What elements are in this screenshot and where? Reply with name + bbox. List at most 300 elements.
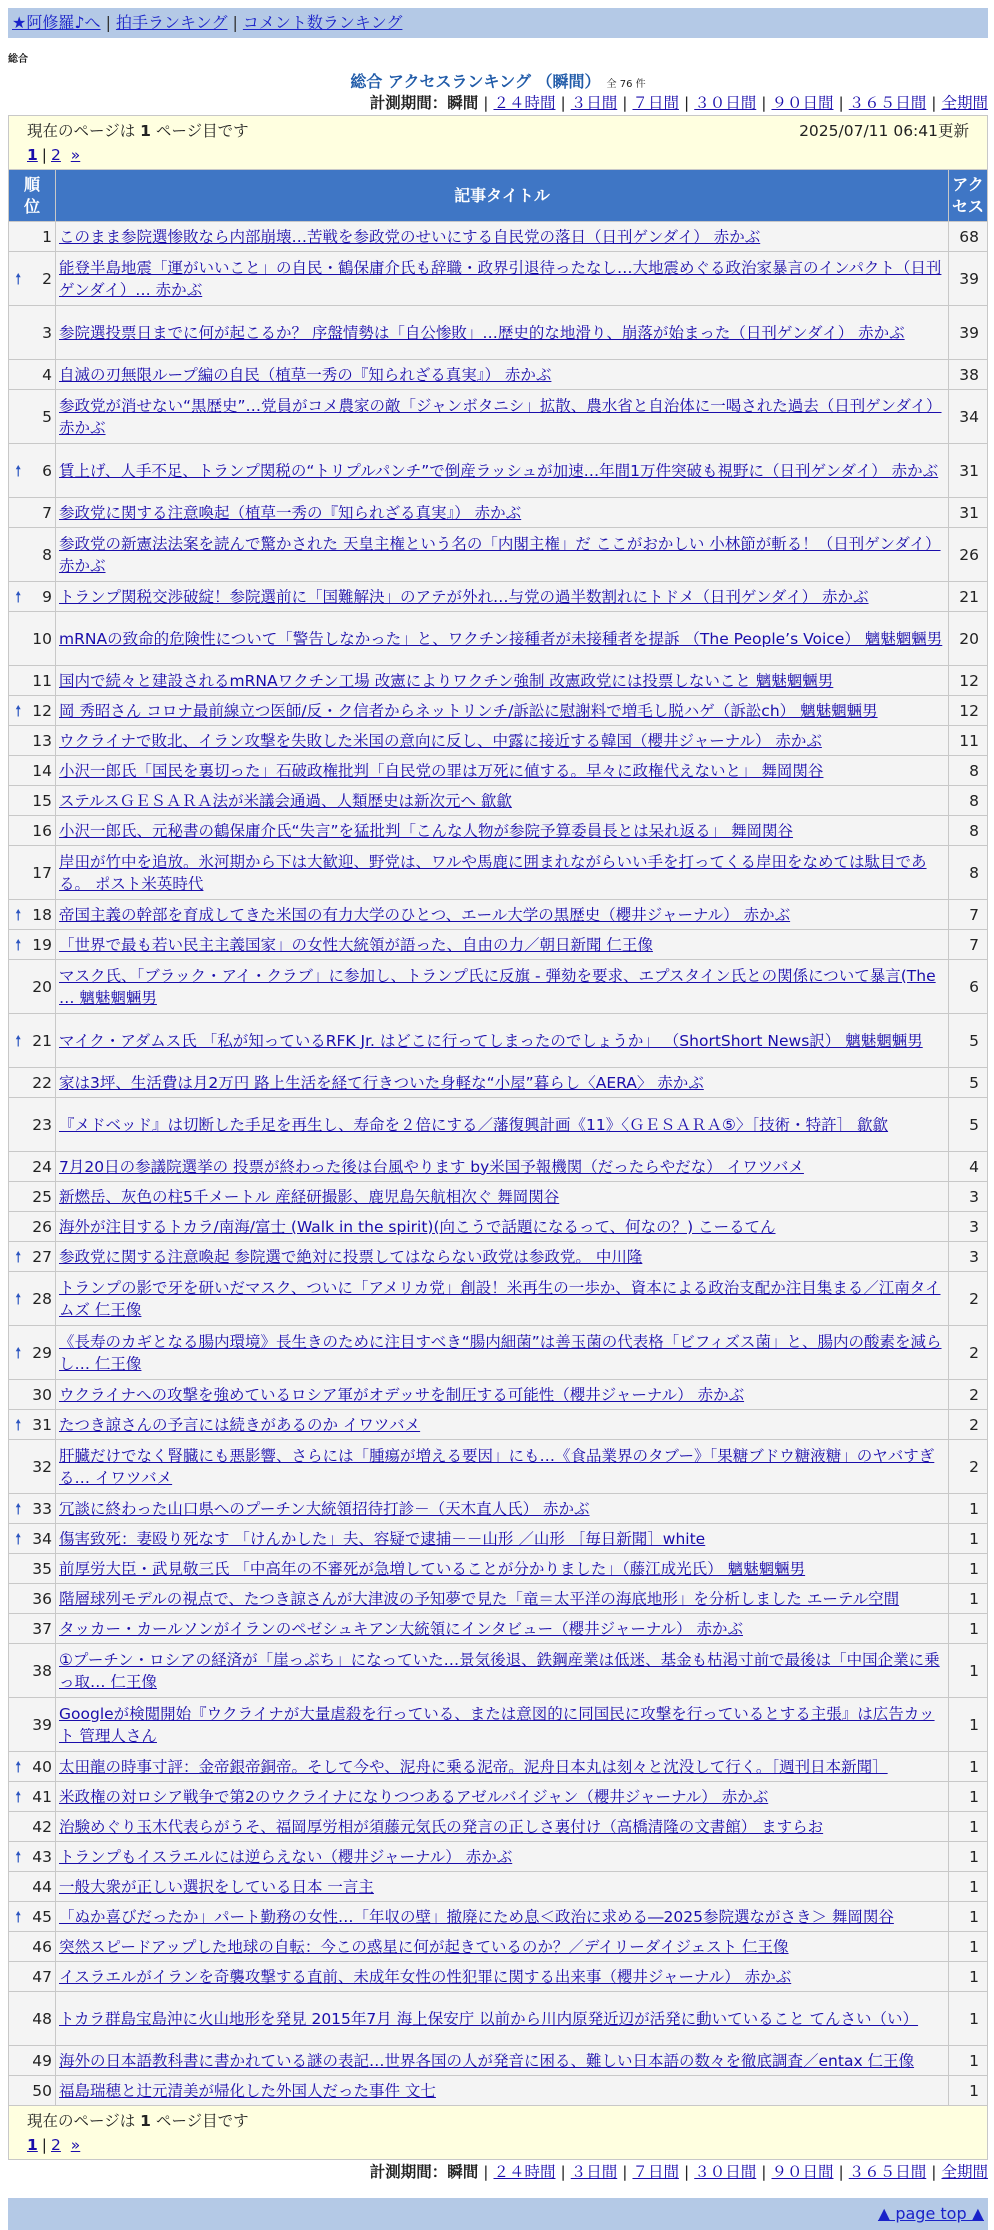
article-title-link[interactable]: 階層球列モデルの視点で、たつき諒さんが大津波の予知夢で見た「竜＝太平洋の海底地形」を分析しました エーテル空間 [59,1589,900,1608]
rank-number: 24 [32,1157,52,1176]
rank-cell [9,1410,56,1440]
rank-number: 6 [42,461,52,480]
rank-up-arrow-icon: 🠕 [15,1289,22,1308]
rank-cell [9,930,56,960]
period-separator: | [622,2163,628,2181]
access-count: 1 [949,1992,988,2046]
table-row [9,696,988,726]
access-count: 4 [949,1152,988,1182]
table-row [9,1380,988,1410]
table-row [9,1782,988,1812]
period-separator: | [838,94,844,112]
page-links: 1 | 2 » [27,146,81,164]
nav-separator: | [105,13,111,32]
article-title-link[interactable]: トカラ群島宝島沖に火山地形を発見 2015年7月 海上保安庁 以前から川内原発近辺が活発に動いていること てんさい（い） [59,2009,919,2028]
period-option-link[interactable]: ３０日間 [694,94,757,112]
article-title-link[interactable]: 7月20日の参議院選挙の 投票が終わった後は台風やります by米国予報機関（だったらやだな） イワツバメ [59,1157,804,1176]
period-label: 計測期間： [369,2163,448,2181]
period-option-link[interactable]: ７日間 [632,2163,679,2181]
rank-number: 45 [32,1907,52,1926]
rank-number: 19 [32,935,52,954]
rank-number: 40 [32,1757,52,1776]
article-title-link[interactable]: 「ぬか喜びだったか」パート勤務の女性…「年収の壁」撤廃にため息＜政治に求める―2025参院選ながさき＞ 舞岡関谷 [59,1907,894,1926]
rank-cell [9,1098,56,1152]
period-option-link[interactable]: ２４時間 [493,94,556,112]
article-title-link[interactable]: このまま参院選惨敗なら内部崩壊…苦戦を参政党のせいにする自民党の落日（日刊ゲンダイ） 赤かぶ [59,227,761,246]
title-cell [56,666,949,696]
period-selector-top [8,91,988,115]
table-row [9,252,988,306]
period-option-link[interactable]: ７日間 [632,94,679,112]
rank-up-arrow-icon: 🠕 [15,269,22,288]
access-count: 39 [949,252,988,306]
next-page-link[interactable]: » [70,146,81,164]
rank-number: 10 [32,629,52,648]
table-row [9,612,988,666]
title-cell [56,1152,949,1182]
access-count: 68 [949,222,988,252]
access-count: 39 [949,306,988,360]
access-count: 26 [949,528,988,582]
title-cell [56,1842,949,1872]
table-row [9,726,988,756]
article-title-link[interactable]: 小沢一郎氏「国民を裏切った」石破政権批判「自民党の罪は万死に値する。早々に政権代えないと」 舞岡関谷 [59,761,824,780]
table-row [9,1494,988,1524]
article-title-link[interactable]: 参政党の新憲法法案を読んで驚かされた 天皇主権という名の「内閣主権」だ ここがおかしい 小林節が斬る！（日刊ゲンダイ） 赤かぶ [59,534,941,575]
article-title-link[interactable]: 岡 秀昭さん コロナ最前線立つ医師/反・ク信者からネットリンチ/訴訟に慰謝料で増毛し脱ハゲ（訴訟ch） 魑魅魍魎男 [59,701,878,720]
updated-timestamp: 2025/07/11 06:41更新 [799,122,969,140]
table-row [9,1992,988,2046]
rank-number: 31 [32,1415,52,1434]
access-count: 1 [949,1524,988,1554]
table-row [9,1098,988,1152]
access-count: 1 [949,1698,988,1752]
rank-cell [9,1932,56,1962]
access-count: 7 [949,930,988,960]
rank-cell [9,1212,56,1242]
page-link-1[interactable]: 1 [27,146,38,164]
title-cell [56,900,949,930]
period-option-link[interactable]: ２４時間 [493,2163,556,2181]
article-title-link[interactable]: 参院選投票日までに何が起こるか？ 序盤情勢は「自公惨敗」…歴史的な地滑り、崩落が始まった（日刊ゲンダイ） 赤かぶ [59,323,905,342]
page-top-link[interactable]: ▲ page top ▲ [877,2204,984,2223]
total-count: 全 76 件 [606,79,646,90]
article-title-link[interactable]: 参政党に関する注意喚起（植草一秀の『知られざる真実』） 赤かぶ [59,503,522,522]
page-link-2[interactable]: 2 [51,2136,61,2154]
access-count: 34 [949,390,988,444]
rank-cell [9,1698,56,1752]
rank-up-arrow-icon: 🠕 [15,701,22,720]
article-title-link[interactable]: たつき諒さんの予言には続きがあるのか イワツバメ [59,1415,421,1434]
article-title-link[interactable]: mRNAの致命的危険性について「警告しなかった」と、ワクチン接種者が未接種者を提訴 （The People’s Voice） 魑魅魍魎男 [59,629,943,648]
rank-cell [9,1782,56,1812]
table-row [9,1152,988,1182]
period-separator: | [483,2163,489,2181]
title-cell [56,1068,949,1098]
access-count: 31 [949,444,988,498]
article-title-link[interactable]: 海外が注目するトカラ/南海/富士 (Walk in the spirit)(向こうで話題になるって、何なの？) こーるてん [59,1217,776,1236]
title-cell [56,846,949,900]
ranking-heading [8,69,988,91]
rank-cell [9,444,56,498]
article-title-link[interactable]: Googleが検閲開始『ウクライナが大量虐殺を行っている、または意図的に同国民に攻撃を行っているとする主張』は広告カット 管理人さん [59,1704,935,1745]
article-title-link[interactable]: 『メドベッド』は切断した手足を再生し、寿命を２倍にする／藩復興計画《11》〈ＧＥＳＡＲＡ⑤〉［技術・特許］ 歙歙 [59,1115,889,1134]
article-title-link[interactable]: 新燃岳、灰色の柱5千メートル 産経研撮影、鹿児島矢航相次ぐ 舞岡関谷 [59,1187,560,1206]
table-row [9,1524,988,1554]
rank-cell [9,2046,56,2076]
period-separator: | [483,94,489,112]
access-count: 1 [949,2076,988,2106]
article-title-link[interactable]: タッカー・カールソンがイランのペゼシュキアン大統領にインタビュー（櫻井ジャーナル） 赤かぶ [59,1619,743,1638]
rank-number: 4 [42,365,52,384]
table-row [9,582,988,612]
nav-link-asyura[interactable]: ★阿修羅♪へ [12,13,101,32]
rank-up-arrow-icon: 🠕 [15,1907,22,1926]
article-title-link[interactable]: 「世界で最も若い民主主義国家」の女性大統領が語った、自由の力／朝日新聞 仁王像 [59,935,653,954]
rank-cell [9,786,56,816]
rank-cell [9,960,56,1014]
access-count: 31 [949,498,988,528]
period-separator: | [560,2163,566,2181]
pager-top [8,115,988,169]
article-title-link[interactable]: 肝臓だけでなく腎臓にも悪影響、さらには「腫瘍が増える要因」にも…《食品業界のタブー》「果糖ブドウ糖液糖」のヤバすぎる… イワツバメ [59,1446,935,1487]
article-title-link[interactable]: 参政党に関する注意喚起 参院選で絶対に投票してはならない政党は参政党。 中川隆 [59,1247,643,1266]
article-title-link[interactable]: 福島瑞穂と辻元清美が帰化した外国人だった事件 文七 [59,2081,436,2100]
title-cell [56,1440,949,1494]
table-row [9,306,988,360]
access-count: 1 [949,1752,988,1782]
access-count: 1 [949,1962,988,1992]
period-current: 瞬間 [447,2163,479,2181]
access-count: 12 [949,696,988,726]
title-cell [56,1782,949,1812]
table-header-row [9,170,988,222]
page-link-1[interactable]: 1 [27,2136,38,2154]
title-cell [56,1014,949,1068]
period-option-link[interactable]: ３６５日間 [848,2163,927,2181]
title-cell [56,1812,949,1842]
access-count: 21 [949,582,988,612]
title-cell [56,756,949,786]
article-title-link[interactable]: 参政党が消せない“黒歴史”…党員がコメ農家の敵「ジャンボタニシ」拡散、農水省と自治体に一喝された過去（日刊ゲンダイ） 赤かぶ [59,396,942,437]
rank-cell [9,1614,56,1644]
table-row [9,1584,988,1614]
period-option-link[interactable]: ３日間 [570,2163,618,2181]
period-current: 瞬間 [447,94,479,112]
access-count: 2 [949,1440,988,1494]
rank-cell [9,1752,56,1782]
article-title-link[interactable]: 海外の日本語教科書に書かれている謎の表記…世界各国の人が発音に困る、難しい日本語の数々を徹底調査／entax 仁王像 [59,2051,915,2070]
access-count: 1 [949,1782,988,1812]
article-title-link[interactable]: 岸田が竹中を追放。氷河期から下は大歓迎、野党は、ワルや馬鹿に囲まれながらいい手を打ってくる岸田をなめては駄目である。 ポスト米英時代 [59,852,927,893]
nav-link-comment-ranking[interactable]: コメント数ランキング [242,13,403,32]
rank-cell [9,582,56,612]
rank-up-arrow-icon: 🠕 [15,1031,22,1050]
article-title-link[interactable]: トランプもイスラエルには逆らえない（櫻井ジャーナル） 赤かぶ [59,1847,513,1866]
rank-number: 36 [32,1589,52,1608]
title-cell [56,498,949,528]
rank-number: 44 [32,1877,52,1896]
rank-cell [9,1812,56,1842]
rank-cell [9,1242,56,1272]
rank-cell [9,1584,56,1614]
period-option-link[interactable]: ９０日間 [771,2163,834,2181]
rank-cell [9,1872,56,1902]
rank-number: 15 [32,791,52,810]
article-title-link[interactable]: ウクライナへの攻撃を強めているロシア軍がオデッサを制圧する可能性（櫻井ジャーナル） 赤かぶ [59,1385,745,1404]
article-title-link[interactable]: ①プーチン・ロシアの経済が「崖っぷち」になっていた…景気後退、鉄鋼産業は低迷、基金も枯渇寸前で最後は「中国企業に乗っ取… 仁王像 [59,1650,940,1691]
rank-cell [9,846,56,900]
article-title-link[interactable]: 冗談に終わった山口県へのプーチン大統領招待打診－（天木直人氏） 赤かぶ [59,1499,590,1518]
period-separator: | [560,94,566,112]
period-option-link[interactable]: ３日間 [570,94,618,112]
article-title-link[interactable]: 一般大衆が正しい選択をしている日本 一言主 [59,1877,374,1896]
article-title-link[interactable]: マイク・アダムス氏 「私が知っているRFK Jr. はどこに行ってしまったのでしょうか」 （ShortShort News訳） 魑魅魍魎男 [59,1031,923,1050]
rank-up-arrow-icon: 🠕 [15,1247,22,1266]
rank-cell [9,1494,56,1524]
rank-cell [9,1326,56,1380]
article-title-link[interactable]: 突然スピードアップした地球の自転：今この惑星に何が起きているのか？／デイリーダイジェスト 仁王像 [59,1937,789,1956]
rank-number: 41 [32,1787,52,1806]
rank-number: 49 [32,2051,52,2070]
table-row [9,1902,988,1932]
rank-number: 28 [32,1289,52,1308]
rank-cell [9,2076,56,2106]
access-count: 3 [949,1182,988,1212]
access-count: 5 [949,1068,988,1098]
title-cell [56,528,949,582]
bottom-bar [8,2198,988,2230]
rank-cell [9,1992,56,2046]
rank-cell [9,528,56,582]
rank-up-arrow-icon: 🠕 [15,935,22,954]
period-option-link[interactable]: 全期間 [941,94,988,112]
table-row [9,1440,988,1494]
rank-number: 12 [32,701,52,720]
title-cell [56,1242,949,1272]
rank-up-arrow-icon: 🠕 [15,1415,22,1434]
rank-number: 1 [42,227,52,246]
table-row [9,1212,988,1242]
rank-number: 2 [42,269,52,288]
article-title-link[interactable]: トランプ関税交渉破綻！参院選前に「国難解決」のアテが外れ…与党の過半数割れにトドメ（日刊ゲンダイ） 赤かぶ [59,587,869,606]
rank-cell [9,1272,56,1326]
table-row [9,498,988,528]
rank-number: 42 [32,1817,52,1836]
access-count: 1 [949,1902,988,1932]
rank-up-arrow-icon: 🠕 [15,905,22,924]
article-title-link[interactable]: マスク氏、「ブラック・アイ・クラブ」に参加し、トランプ氏に反旗 - 弾劾を要求、エプスタイン氏との関係について暴言(The … 魑魅魍魎男 [59,966,936,1007]
article-title-link[interactable]: 《長寿のカギとなる腸内環境》長生きのために注目すべき“腸内細菌”は善玉菌の代表格「ビフィズス菌」と、腸内の酸素を減らし… 仁王像 [59,1332,942,1373]
rank-number: 20 [32,977,52,996]
article-title-link[interactable]: イスラエルがイランを奇襲攻撃する直前、未成年女性の性犯罪に関する出来事（櫻井ジャーナル） 赤かぶ [59,1967,792,1986]
article-title-link[interactable]: 太田龍の時事寸評：金帝銀帝銅帝。そして今や、泥舟に乗る泥帝。泥舟日本丸は刻々と沈没して行く。［週刊日本新聞］ [59,1757,888,1776]
table-row [9,444,988,498]
rank-up-arrow-icon: 🠕 [15,1757,22,1776]
rank-number: 38 [32,1661,52,1680]
period-option-link[interactable]: 全期間 [941,2163,988,2181]
period-option-link[interactable]: ３６５日間 [848,94,927,112]
rank-number: 8 [42,545,52,564]
table-row [9,2046,988,2076]
access-count: 8 [949,846,988,900]
rank-number: 48 [32,2009,52,2028]
article-title-link[interactable]: 治験めぐり玉木代表らがうそ、福岡厚労相が須藤元気氏の発言の正しさ裏付け（高橋清隆の文書館） ますらお [59,1817,824,1836]
rank-cell [9,390,56,444]
title-cell [56,1326,949,1380]
article-title-link[interactable]: 小沢一郎氏、元秘書の鶴保庸介氏“失言”を猛批判「こんな人物が参院予算委員長とは呆れ返る」 舞岡関谷 [59,821,793,840]
rank-up-arrow-icon: 🠕 [15,1847,22,1866]
period-separator: | [684,2163,690,2181]
access-count: 1 [949,2046,988,2076]
rank-number: 43 [32,1847,52,1866]
page-title: 総合 アクセスランキング （瞬間） [350,72,601,91]
rank-number: 46 [32,1937,52,1956]
title-cell [56,816,949,846]
table-row [9,1068,988,1098]
header-title: 記事タイトル [56,170,949,222]
nav-link-applause-ranking[interactable]: 拍手ランキング [115,13,228,32]
period-separator: | [838,2163,844,2181]
access-count: 2 [949,1326,988,1380]
access-count: 7 [949,900,988,930]
title-cell [56,1992,949,2046]
access-count: 8 [949,756,988,786]
page-status: 現在のページは 1 ページ目です [27,122,249,140]
article-title-link[interactable]: 家は3坪、生活費は月2万円 路上生活を経て行きついた身軽な“小屋”暮らし〈AERA〉 赤かぶ [59,1073,704,1092]
ranking-table [8,169,988,2106]
rank-up-arrow-icon: 🠕 [15,1529,22,1548]
access-count: 1 [949,1812,988,1842]
rank-up-arrow-icon: 🠕 [15,1787,22,1806]
next-page-link[interactable]: » [70,2136,81,2154]
title-cell [56,960,949,1014]
rank-number: 11 [32,671,52,690]
rank-number: 29 [32,1343,52,1362]
table-row [9,1410,988,1440]
rank-number: 34 [32,1529,52,1548]
title-cell [56,726,949,756]
period-separator: | [684,94,690,112]
rank-cell [9,612,56,666]
pager-bottom [8,2106,988,2160]
rank-cell [9,1644,56,1698]
article-title-link[interactable]: 能登半島地震「運がいいこと」の自民・鶴保庸介氏も辞職・政界引退待ったなし…大地震めぐる政治家暴言のインパクト（日刊ゲンダイ）… 赤かぶ [59,258,942,299]
rank-number: 47 [32,1967,52,1986]
rank-cell [9,1380,56,1410]
rank-cell [9,900,56,930]
nav-separator: | [232,13,238,32]
article-title-link[interactable]: ウクライナで敗北、イラン攻撃を失敗した米国の意向に反し、中露に接近する韓国（櫻井ジャーナル） 赤かぶ [59,731,822,750]
header-access: アクセス [949,170,988,222]
rank-cell [9,1902,56,1932]
title-cell [56,360,949,390]
access-count: 1 [949,1872,988,1902]
page-status: 現在のページは 1 ページ目です [27,2112,249,2130]
title-cell [56,1752,949,1782]
title-cell [56,1872,949,1902]
table-row [9,1842,988,1872]
access-count: 5 [949,1014,988,1068]
table-row [9,1812,988,1842]
page-links: 1 | 2 » [27,2136,81,2154]
rank-cell [9,498,56,528]
title-cell [56,1380,949,1410]
article-title-link[interactable]: 傷害致死：妻殴り死なす 「けんかした」夫、容疑で逮捕－－山形 ／山形 ［毎日新聞］white [59,1529,706,1548]
table-row [9,1014,988,1068]
article-title-link[interactable]: 帝国主義の幹部を育成してきた米国の有力大学のひとつ、エール大学の黒歴史（櫻井ジャーナル） 赤かぶ [59,905,791,924]
access-count: 3 [949,1242,988,1272]
access-count: 1 [949,1842,988,1872]
title-cell [56,1644,949,1698]
title-cell [56,2076,949,2106]
article-title-link[interactable]: トランプの影で牙を研いだマスク、ついに「アメリカ党」創設！米再生の一歩か、資本による政治支配か注目集まる／江南タイムズ 仁王像 [59,1278,941,1319]
table-row [9,816,988,846]
period-separator: | [931,2163,937,2181]
access-count: 38 [949,360,988,390]
access-count: 2 [949,1410,988,1440]
rank-cell [9,1152,56,1182]
title-cell [56,930,949,960]
table-row [9,360,988,390]
rank-number: 25 [32,1187,52,1206]
rank-cell [9,816,56,846]
article-title-link[interactable]: ステルスＧＥＳＡＲＡ法が米議会通過、人類歴史は新次元へ 歙歙 [59,791,512,810]
period-separator: | [761,2163,767,2181]
rank-number: 22 [32,1073,52,1092]
rank-number: 35 [32,1559,52,1578]
top-nav-bar [8,8,988,38]
page-link-2[interactable]: 2 [51,146,61,164]
rank-number: 13 [32,731,52,750]
table-row [9,528,988,582]
table-row [9,900,988,930]
period-option-link[interactable]: ９０日間 [771,94,834,112]
rank-cell [9,1182,56,1212]
article-title-link[interactable]: 自滅の刃無限ループ編の自民（植草一秀の『知られざる真実』） 赤かぶ [59,365,552,384]
rank-number: 17 [32,863,52,882]
article-title-link[interactable]: 米政権の対ロシア戦争で第2のウクライナになりつつあるアゼルバイジャン（櫻井ジャーナル） 赤かぶ [59,1787,769,1806]
access-count: 3 [949,1212,988,1242]
table-row [9,1644,988,1698]
period-option-link[interactable]: ３０日間 [694,2163,757,2181]
rank-number: 37 [32,1619,52,1638]
rank-up-arrow-icon: 🠕 [15,587,22,606]
title-cell [56,1524,949,1554]
title-cell [56,696,949,726]
table-row [9,1932,988,1962]
table-row [9,1614,988,1644]
article-title-link[interactable]: 前厚労大臣・武見敬三氏 「中高年の不審死が急増していることが分かりました」（藤江成光氏） 魑魅魍魎男 [59,1559,806,1578]
article-title-link[interactable]: 賃上げ、人手不足、トランプ関税の“トリプルパンチ”で倒産ラッシュが加速…年間1万件突破も視野に（日刊ゲンダイ） 赤かぶ [59,461,939,480]
article-title-link[interactable]: 国内で続々と建設されるmRNAワクチン工場 改憲によりワクチン強制 改憲政党には投票しないこと 魑魅魍魎男 [59,671,834,690]
table-row [9,1872,988,1902]
title-cell [56,252,949,306]
rank-cell [9,306,56,360]
title-cell [56,306,949,360]
access-count: 1 [949,1644,988,1698]
table-row [9,846,988,900]
rank-up-arrow-icon: 🠕 [15,461,22,480]
rank-number: 23 [32,1115,52,1134]
rank-number: 7 [42,503,52,522]
access-count: 5 [949,1098,988,1152]
rank-up-arrow-icon: 🠕 [15,1499,22,1518]
access-count: 8 [949,786,988,816]
rank-number: 5 [42,407,52,426]
table-row [9,1272,988,1326]
category-label: 総合 [8,54,28,65]
